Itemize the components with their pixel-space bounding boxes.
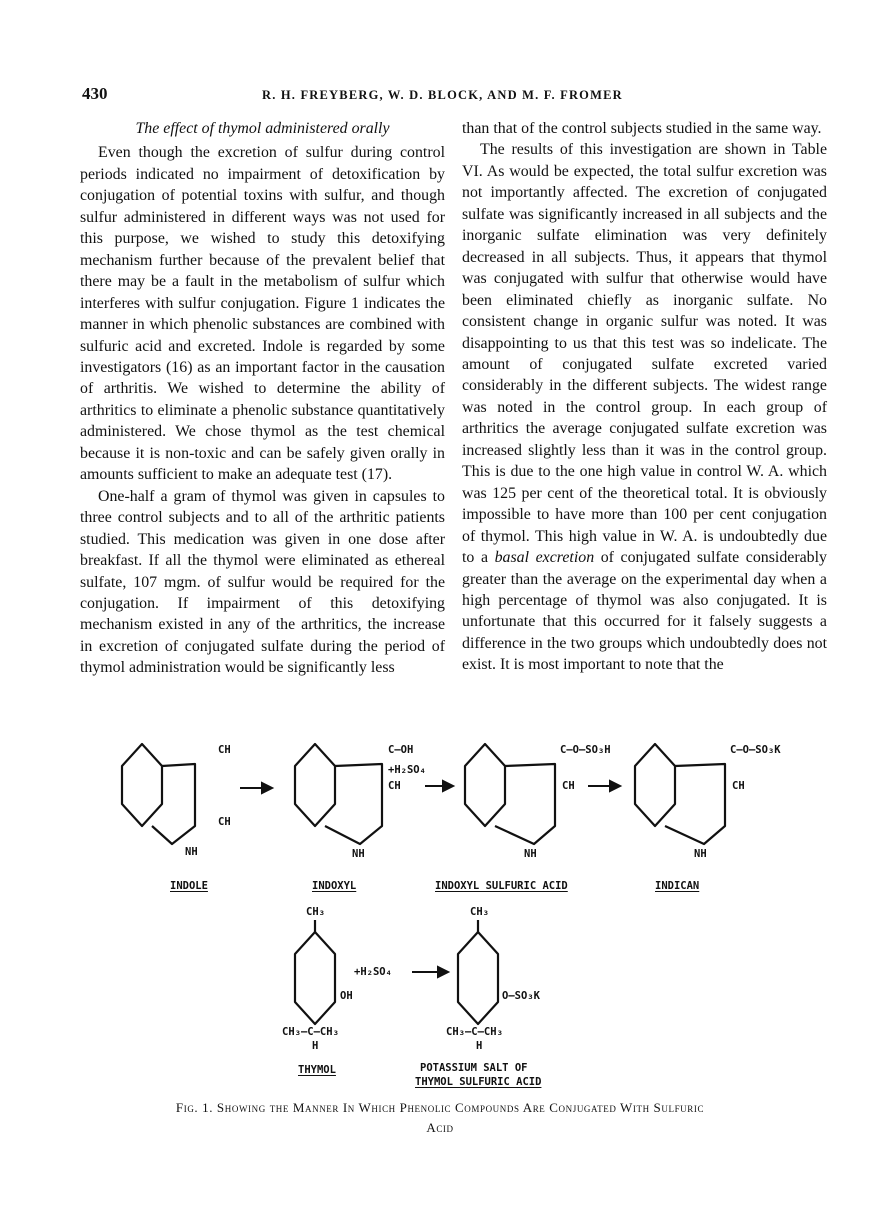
indoxyl-sulfuric-nh: NH [524, 848, 537, 860]
indole-ch-top: CH [218, 744, 231, 756]
arrow-sulfuric-to-indican [588, 781, 620, 791]
page-number: 430 [82, 84, 108, 103]
arrow-indoxyl-to-sulfuric [425, 781, 453, 791]
indoxyl-sulfuric-ch: CH [562, 780, 575, 792]
salt-label-line1: POTASSIUM SALT OF [420, 1062, 528, 1074]
salt-label-line2: THYMOL SULFURIC ACID [415, 1076, 542, 1088]
thymol-h: H [312, 1040, 319, 1052]
paragraph-2: One-half a gram of thymol was given in capsules to three control subjects and to all of the arthritic patients studied. This medication was given in one dose after breakfast. If all the thymol were eliminated as ethereal sulfate, 107 mgm. of sulfur would be required for the conjugation. If impairment of this detoxifying mechanism existed in any of the arthritics, the increase in excretion of conjugated sulfate during the period of thymol administration would be significantly less [80, 487, 445, 677]
paragraph-1: Even though the excretion of sulfur during control periods indicated no impairment of detoxification by conjugation of potential toxins with sulfur, and though sulfur administered in different ways was not used for this purpose, we wished to study this detoxifying mechanism further because of the prevalent belief that there may be a fault in the metabolism of sulfur which interferes with sulfur conjugation. Figure 1 indicates the manner in which phenolic substances are combined with sulfuric acid and excreted. Indole is regarded by some investigators (16) as an important factor in the causation of arthritis. We wished to determine the ability of arthritics to eliminate a phenolic substance quantitatively administered. We chose thymol as the test chemical because it is non-toxic and can be safely given orally in amounts sufficient to make an adequate test (17). [80, 144, 445, 484]
salt-isopropyl: CH₃—C—CH₃ [446, 1026, 503, 1038]
salt-group: O—SO₃K [502, 990, 540, 1002]
paragraph-continuation: than that of the control subjects studied in the same way. [462, 120, 822, 137]
thymol-oh: OH [340, 990, 353, 1002]
indoxyl-label: INDOXYL [312, 880, 357, 892]
caption-line-1: Fig. 1. Showing the Manner In Which Phenolic Compounds Are Conjugated With Sulfuric [175, 1100, 705, 1115]
indoxyl-sulfuric-acid-structure [465, 744, 555, 844]
indoxyl-ch: CH [388, 780, 401, 792]
indole-ch-bottom: CH [218, 816, 231, 828]
figure-caption [80, 1098, 800, 1138]
results-text-lead: The results of this investigation are shown in Table VI. As would be expected, the total sulfur excretion was not importantly affected. The excretion of conjugated sulfate was significantly increased in all subjects and the inorganic sulfate elimination was very definitely decreased in all subjects. Thus, it appears that thymol was conjugated with sulfur that otherwise would have been eliminated chiefly as inorganic sulfate. No consistent change in organic sulfur was noted. It was disappointing to us that this test was so indelicate. The amount of conjugated sulfate excreted varied considerably in the different subjects. The widest range was noted in the control group. In each group of arthritics the average conjugated sulfate excretion was increased slightly less than it was in the control group. This is due to the one high value in control W. A. which was 125 per cent of the theoretical total. It is obviously impossible to have more than 100 per cent conjugation of thymol. This high value in W. A. is undoubtedly due to a [462, 141, 827, 567]
indoxyl-reagent: +H₂SO₄ [388, 764, 426, 776]
thymol-isopropyl: CH₃—C—CH₃ [282, 1026, 339, 1038]
thymol-ring [295, 920, 335, 1024]
indican-label: INDICAN [655, 880, 700, 892]
indoxyl-c-oh: C—OH [388, 744, 414, 756]
section-subheading: The effect of thymol administered orally [135, 120, 390, 137]
caption-line-2: Acid [426, 1120, 454, 1135]
arrow-thymol-to-salt [412, 967, 448, 977]
results-emphasis: basal excretion [494, 549, 595, 567]
running-head-authors: R. H. FREYBERG, W. D. BLOCK, AND M. F. FROMER [262, 88, 623, 102]
results-text-tail: of conjugated sulfate considerably greater than the average on the experimental day when a high percentage of thymol was also conjugated. It is unfortunate that this occurred for it falsely suggests a difference in the two groups which undoubtedly does not exist. It is most important to note that the [462, 549, 827, 674]
indican-structure [635, 744, 725, 844]
right-column [462, 118, 827, 676]
indoxyl-structure [295, 744, 382, 844]
indole-structure [122, 744, 195, 844]
salt-ch3: CH₃ [470, 906, 489, 918]
potassium-salt-ring [458, 920, 498, 1024]
chemical-structures-drawing [110, 740, 800, 1100]
indoxyl-sulfuric-label: INDOXYL SULFURIC ACID [435, 880, 568, 892]
indican-nh: NH [694, 848, 707, 860]
indole-nh: NH [185, 846, 198, 858]
thymol-reagent: +H₂SO₄ [354, 966, 392, 978]
thymol-ch3: CH₃ [306, 906, 325, 918]
indole-label: INDOLE [170, 880, 208, 892]
indican-ch: CH [732, 780, 745, 792]
arrow-indole-to-indoxyl [240, 783, 272, 793]
thymol-label: THYMOL [298, 1064, 336, 1076]
figure-1 [110, 740, 800, 1100]
left-column [80, 118, 445, 679]
indican-group: C—O—SO₃K [730, 744, 781, 756]
indoxyl-sulfuric-group: C—O—SO₃H [560, 744, 611, 756]
salt-h: H [476, 1040, 483, 1052]
indoxyl-nh: NH [352, 848, 365, 860]
paragraph-results [462, 139, 827, 675]
